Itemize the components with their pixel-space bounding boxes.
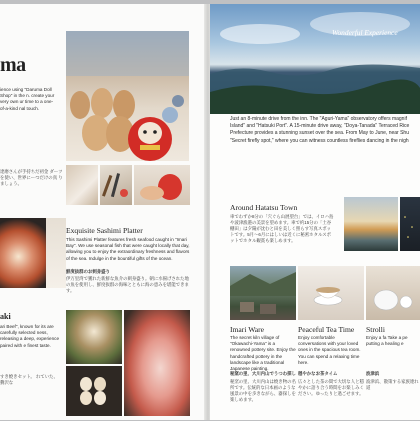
marbled-beef-photo (124, 310, 190, 416)
left-page-title: ma (0, 54, 26, 76)
imari-village-photo (230, 266, 296, 320)
sashimi-platter-photo (46, 218, 66, 288)
peaceful-jp-heading: 穏やかなお茶タイム (298, 371, 338, 376)
stroll-text: Enjoy a fa Take a pe putting a healing e (366, 335, 408, 347)
around-heading: Around Hatatsu Town (230, 203, 298, 212)
sashimi-dish-photo (0, 218, 46, 288)
eggs-icon (66, 366, 122, 416)
daruma-painting-photo (134, 165, 190, 205)
teapot-photo (366, 266, 420, 320)
brushes-icon (100, 165, 132, 205)
stroll-heading: Strolli (366, 325, 385, 334)
daruma-illustration (66, 31, 189, 161)
sukiyaki-jp-text: すき焼きセット。 れていた、贅沢な (0, 374, 58, 385)
sashimi-text: This Sashimi Platter features fresh seafood caught in "Imari Bay". We use seasonal fish that were caught locally that day, allowing you to enjoy the extraordinary freshness and flavors of the sea. Indulge in the bountiful gifts of the ocean. (66, 237, 190, 261)
intro-text: ience using "Daruma Doll Shop" in the n. create your very own ur time to a one-of-a-kind nal touch. (0, 87, 55, 111)
stroll-jp-heading: 波津浜 (366, 371, 380, 376)
teacup-icon (298, 266, 364, 320)
eggs-photo (66, 366, 122, 416)
intro-jp-text: 達磨さんが手持ちだ初金 ダーツを使い、世界にーつだけの真 りましょう。 (0, 169, 63, 186)
vegetables-photo (66, 310, 122, 364)
teapot-icon (366, 266, 420, 320)
imari-jp-heading: 秘窯の里、大川内山でうつわ探し (230, 371, 296, 376)
sukiyaki-heading: aki (0, 312, 11, 321)
firefly-night-photo (400, 197, 420, 251)
firefly-dots (400, 197, 420, 251)
hero-text: Just an 8-minute drive from the inn. The "Aguri-Yama" observatory offers magnif Island" and "Hatsuki Port". A 15-minute drive away, "Doya-Tanada" Terraced Rice Prefecture provides a stunning sunset over the sea. From May to June, near Shu "Secret firefly spot," where you can witness countless fireflies dancing in the nigh (230, 116, 410, 144)
village-roofs (230, 266, 296, 320)
stroll-jp-text: 波津浜、散策する家族連れ道 (366, 379, 419, 390)
imari-text: The secret kiln village of "Okawachi-Yama" is a renowned pottery site. Enjoy the handcrafted pottery in the landscape like a traditional Japanese painting. (230, 335, 296, 372)
left-page (0, 4, 206, 420)
painting-thumb-photo (66, 165, 98, 205)
sashimi-heading: Exquisite Sashimi Platter (66, 226, 143, 235)
peaceful-jp-text: 広々とした茶の間で大切な人と穏やかに語り合う時間をお楽しみください。ゆったりと過ごせます。 (298, 379, 364, 396)
peaceful-heading: Peaceful Tea Time (298, 325, 355, 334)
hero-caption: Wonderful Experience (332, 28, 398, 37)
imari-jp-text: 秘窯の里、大川内山は焼き物の名所です。伝統的な日本画のような風景の中を歩きながら、器探しを楽しめます。 (230, 379, 296, 402)
sukiyaki-text: ari Beef", known for its are carefully selected ness, releasing a deep, experience paired with e finest taste. (0, 324, 59, 348)
hero-bay-landscape-photo (210, 4, 420, 114)
around-jp-text: 車でわずか8分の「穴ぐら山展望台」では、イロハ島や波津漁港の美景を望めます。車で約15分の「土谷棚田」は夕陽が沈むと田を美しく照らす写真スポットです。5月〜6月にはしいは近くに秘密ホタルスポットでホタル観賞も楽しめます。 (230, 214, 334, 243)
sashimi-jp-heading: 鮮度抜群のお刺身盛り (66, 269, 110, 274)
daruma-hands-icon (134, 165, 190, 205)
sunset-rice-terrace-photo (344, 197, 398, 251)
peaceful-text: Enjoy comfortable conversations with your loved ones in the spacious tea room. You can spend a relaxing time here. (298, 335, 361, 365)
paint-palette-photo (100, 165, 132, 205)
right-page (210, 4, 420, 420)
island-silhouettes (210, 4, 420, 114)
daruma-doll-photo (66, 31, 189, 161)
imari-heading: Imari Ware (230, 325, 265, 334)
tea-room-photo (298, 266, 364, 320)
sashimi-jp-text: 伊万里湾で獲れた新鮮な魚介の刺身盛り。朝に水揚げされた地の魚を使用し、鮮度抜群の海味とともに海の恵みを堪能できます。 (66, 276, 189, 293)
